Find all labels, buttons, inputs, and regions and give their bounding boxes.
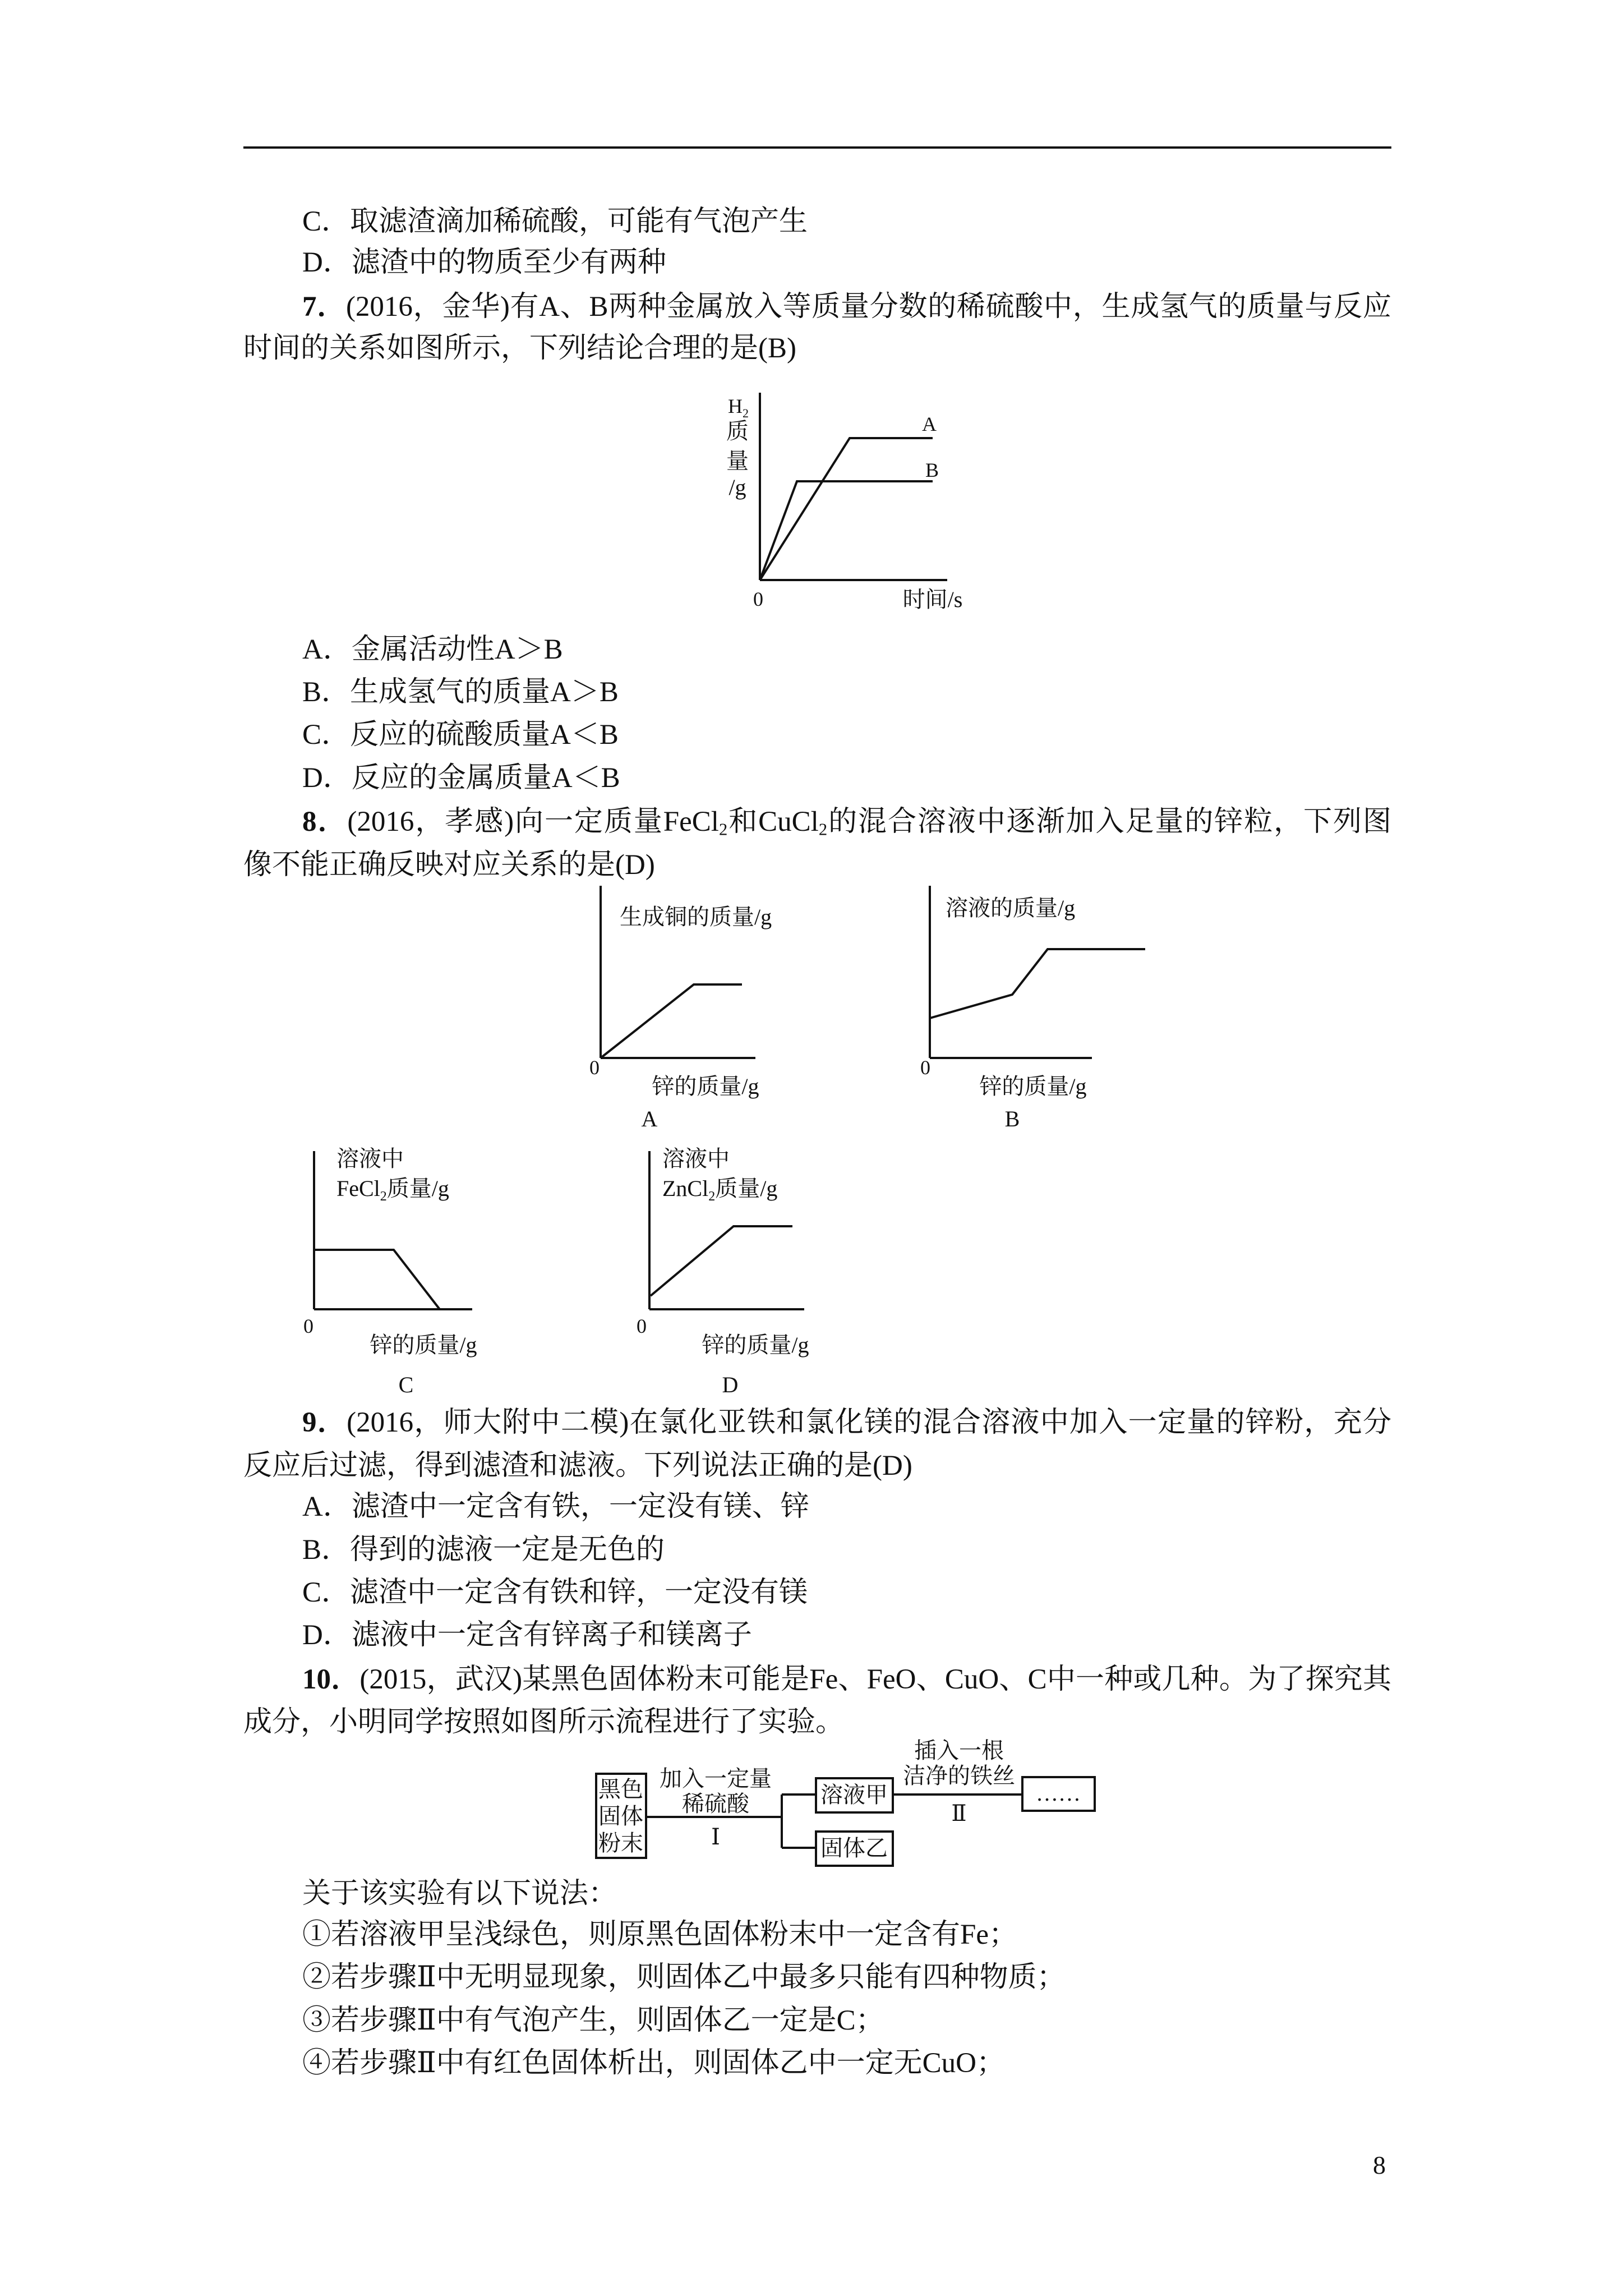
q7-number: 7． bbox=[302, 291, 346, 323]
q7-option-c: C．反应的硫酸质量A＜B bbox=[302, 719, 619, 751]
q8-stem-text-after: 的混合溶液中逐渐加入足量的锌粒，下列图 bbox=[827, 806, 1392, 838]
q8b-caption: B bbox=[1004, 1106, 1020, 1131]
q9-stem-text-1: (2016，师大附中二模)在氯化亚铁和氯化镁的混合溶液中加入一定量的锌粉，充分 bbox=[347, 1407, 1391, 1438]
q8-graph-c bbox=[303, 1146, 477, 1397]
q8d-y-label-unit: 质量/g bbox=[715, 1176, 778, 1201]
q8b-x-label: 锌的质量/g bbox=[979, 1074, 1087, 1099]
q8c-x-label: 锌的质量/g bbox=[370, 1332, 477, 1358]
q8-stem-subscript-1: 2 bbox=[718, 820, 728, 839]
q10-statement-2: ②若步骤Ⅱ中无明显现象，则固体乙中最多只能有四种物质； bbox=[302, 1962, 1066, 1993]
q8c-caption: C bbox=[398, 1372, 414, 1397]
q8b-curve bbox=[930, 949, 1145, 1018]
q8c-y-label-line-2 bbox=[336, 1176, 449, 1204]
q8-graph-d bbox=[637, 1146, 809, 1397]
q10-intro: 关于该实验有以下说法： bbox=[302, 1878, 617, 1910]
flow-start-box-line-2: 固体 bbox=[598, 1803, 643, 1829]
q6-option-c: C．取滤渣滴加稀硫酸，可能有气泡产生 bbox=[302, 206, 808, 237]
q7-y-label-subscript: 2 bbox=[743, 406, 749, 420]
q6-option-d: D．滤渣中的物质至少有两种 bbox=[302, 247, 666, 278]
q7-stem-text-1: (2016，金华)有A、B两种金属放入等质量分数的稀硫酸中，生成氢气的质量与反应 bbox=[345, 291, 1391, 323]
q8-stem-line-2: 像不能正确反映对应关系的是(D) bbox=[243, 849, 655, 881]
q9-stem-line-2: 反应后过滤，得到滤渣和滤液。下列说法正确的是(D) bbox=[243, 1450, 912, 1481]
flow-step2-label-line-2: 洁净的铁丝 bbox=[903, 1763, 1015, 1788]
flow-start-box-line-1: 黑色 bbox=[598, 1777, 643, 1802]
q8a-curve bbox=[601, 984, 742, 1058]
q7-y-label-h: H bbox=[728, 395, 743, 417]
q7-option-a: A．金属活动性A＞B bbox=[302, 634, 563, 665]
q8-stem-text-middle: 和CuCl bbox=[727, 806, 819, 838]
q7-x-label: 时间/s bbox=[902, 587, 963, 612]
q8-number: 8． bbox=[302, 806, 348, 838]
q8d-y-label-subscript: 2 bbox=[708, 1189, 716, 1204]
q8a-y-label: 生成铜的质量/g bbox=[620, 904, 772, 930]
flow-step1-numeral: Ⅰ bbox=[711, 1824, 720, 1849]
q7-y-label-unit: /g bbox=[728, 475, 746, 500]
q7-stem-line-2: 时间的关系如图所示，下列结论合理的是(B) bbox=[243, 333, 796, 364]
q8-stem-subscript-2: 2 bbox=[818, 820, 828, 839]
q8d-y-label-formula: ZnCl bbox=[662, 1176, 709, 1201]
page-number: 8 bbox=[1373, 2151, 1386, 2179]
q7-series-b-line bbox=[760, 481, 933, 580]
q7-figure bbox=[726, 393, 962, 612]
q7-option-b: B．生成氢气的质量A＞B bbox=[302, 677, 619, 708]
q8d-y-label-line-1: 溶液中 bbox=[662, 1146, 730, 1171]
q8-graph-a bbox=[589, 886, 772, 1131]
q8d-x-label: 锌的质量/g bbox=[702, 1332, 809, 1358]
q8b-y-label: 溶液的质量/g bbox=[946, 895, 1076, 921]
q9-option-b: B．得到的滤液一定是无色的 bbox=[302, 1534, 665, 1566]
q10-statement-4: ④若步骤Ⅱ中有红色固体析出，则固体乙中一定无CuO； bbox=[302, 2047, 1006, 2079]
q9-option-d: D．滤液中一定含有锌离子和镁离子 bbox=[302, 1619, 752, 1651]
flow-step1-label-line-2: 稀硫酸 bbox=[682, 1791, 749, 1816]
q8d-origin-label: 0 bbox=[637, 1315, 647, 1337]
q8a-x-label: 锌的质量/g bbox=[652, 1074, 759, 1099]
q8d-caption: D bbox=[722, 1372, 739, 1397]
flow-step2-numeral: Ⅱ bbox=[951, 1801, 967, 1826]
q7-y-label-char-1: 质 bbox=[726, 418, 749, 444]
q8c-y-label-formula: FeCl bbox=[336, 1176, 380, 1201]
q8a-caption: A bbox=[641, 1106, 658, 1131]
flow-solution-box-label: 溶液甲 bbox=[820, 1782, 888, 1807]
q7-y-label-symbol bbox=[728, 395, 749, 420]
flow-step1-label-line-1: 加入一定量 bbox=[660, 1766, 772, 1791]
q9-number: 9． bbox=[302, 1407, 347, 1438]
q8c-y-label-unit: 质量/g bbox=[386, 1176, 449, 1201]
q9-option-a: A．滤渣中一定含有铁，一定没有镁、锌 bbox=[302, 1491, 809, 1522]
flow-result-box-label: …… bbox=[1036, 1780, 1081, 1806]
q10-stem-line-2: 成分，小明同学按照如图所示流程进行了实验。 bbox=[243, 1706, 845, 1738]
q8c-curve bbox=[314, 1250, 440, 1309]
q10-flow-diagram bbox=[596, 1738, 1095, 1866]
flow-step2-label-line-1: 插入一根 bbox=[914, 1738, 1004, 1763]
q10-statement-3: ③若步骤Ⅱ中有气泡产生，则固体乙一定是C； bbox=[302, 2005, 884, 2036]
q7-series-a-label: A bbox=[922, 413, 937, 435]
q8a-origin-label: 0 bbox=[589, 1056, 600, 1079]
q7-series-b-label: B bbox=[925, 459, 939, 481]
q7-y-label-char-2: 量 bbox=[726, 448, 749, 473]
q10-number: 10． bbox=[302, 1664, 360, 1695]
q8b-origin-label: 0 bbox=[920, 1056, 930, 1079]
q10-statement-1: ①若溶液甲呈浅绿色，则原黑色固体粉末中一定含有Fe； bbox=[302, 1919, 1018, 1950]
q8c-y-label-subscript: 2 bbox=[380, 1189, 387, 1204]
q7-option-d: D．反应的金属质量A＜B bbox=[302, 762, 620, 794]
q8c-origin-label: 0 bbox=[303, 1315, 313, 1337]
flow-solid-box-label: 固体乙 bbox=[820, 1835, 888, 1861]
flow-start-box-line-3: 粉末 bbox=[598, 1830, 643, 1856]
q9-option-c: C．滤渣中一定含有铁和锌，一定没有镁 bbox=[302, 1577, 808, 1608]
q8d-y-label-line-2 bbox=[662, 1176, 777, 1204]
q8-stem-text-before: (2016，孝感)向一定质量FeCl bbox=[347, 806, 719, 838]
q7-origin-label: 0 bbox=[753, 588, 763, 610]
q10-stem-text-1: (2015，武汉)某黑色固体粉末可能是Fe、FeO、CuO、C中一种或几种。为了探究其 bbox=[359, 1664, 1391, 1695]
q8c-y-label-line-1: 溶液中 bbox=[336, 1146, 404, 1171]
q8d-curve bbox=[651, 1226, 792, 1296]
q8-graph-b bbox=[920, 886, 1145, 1131]
